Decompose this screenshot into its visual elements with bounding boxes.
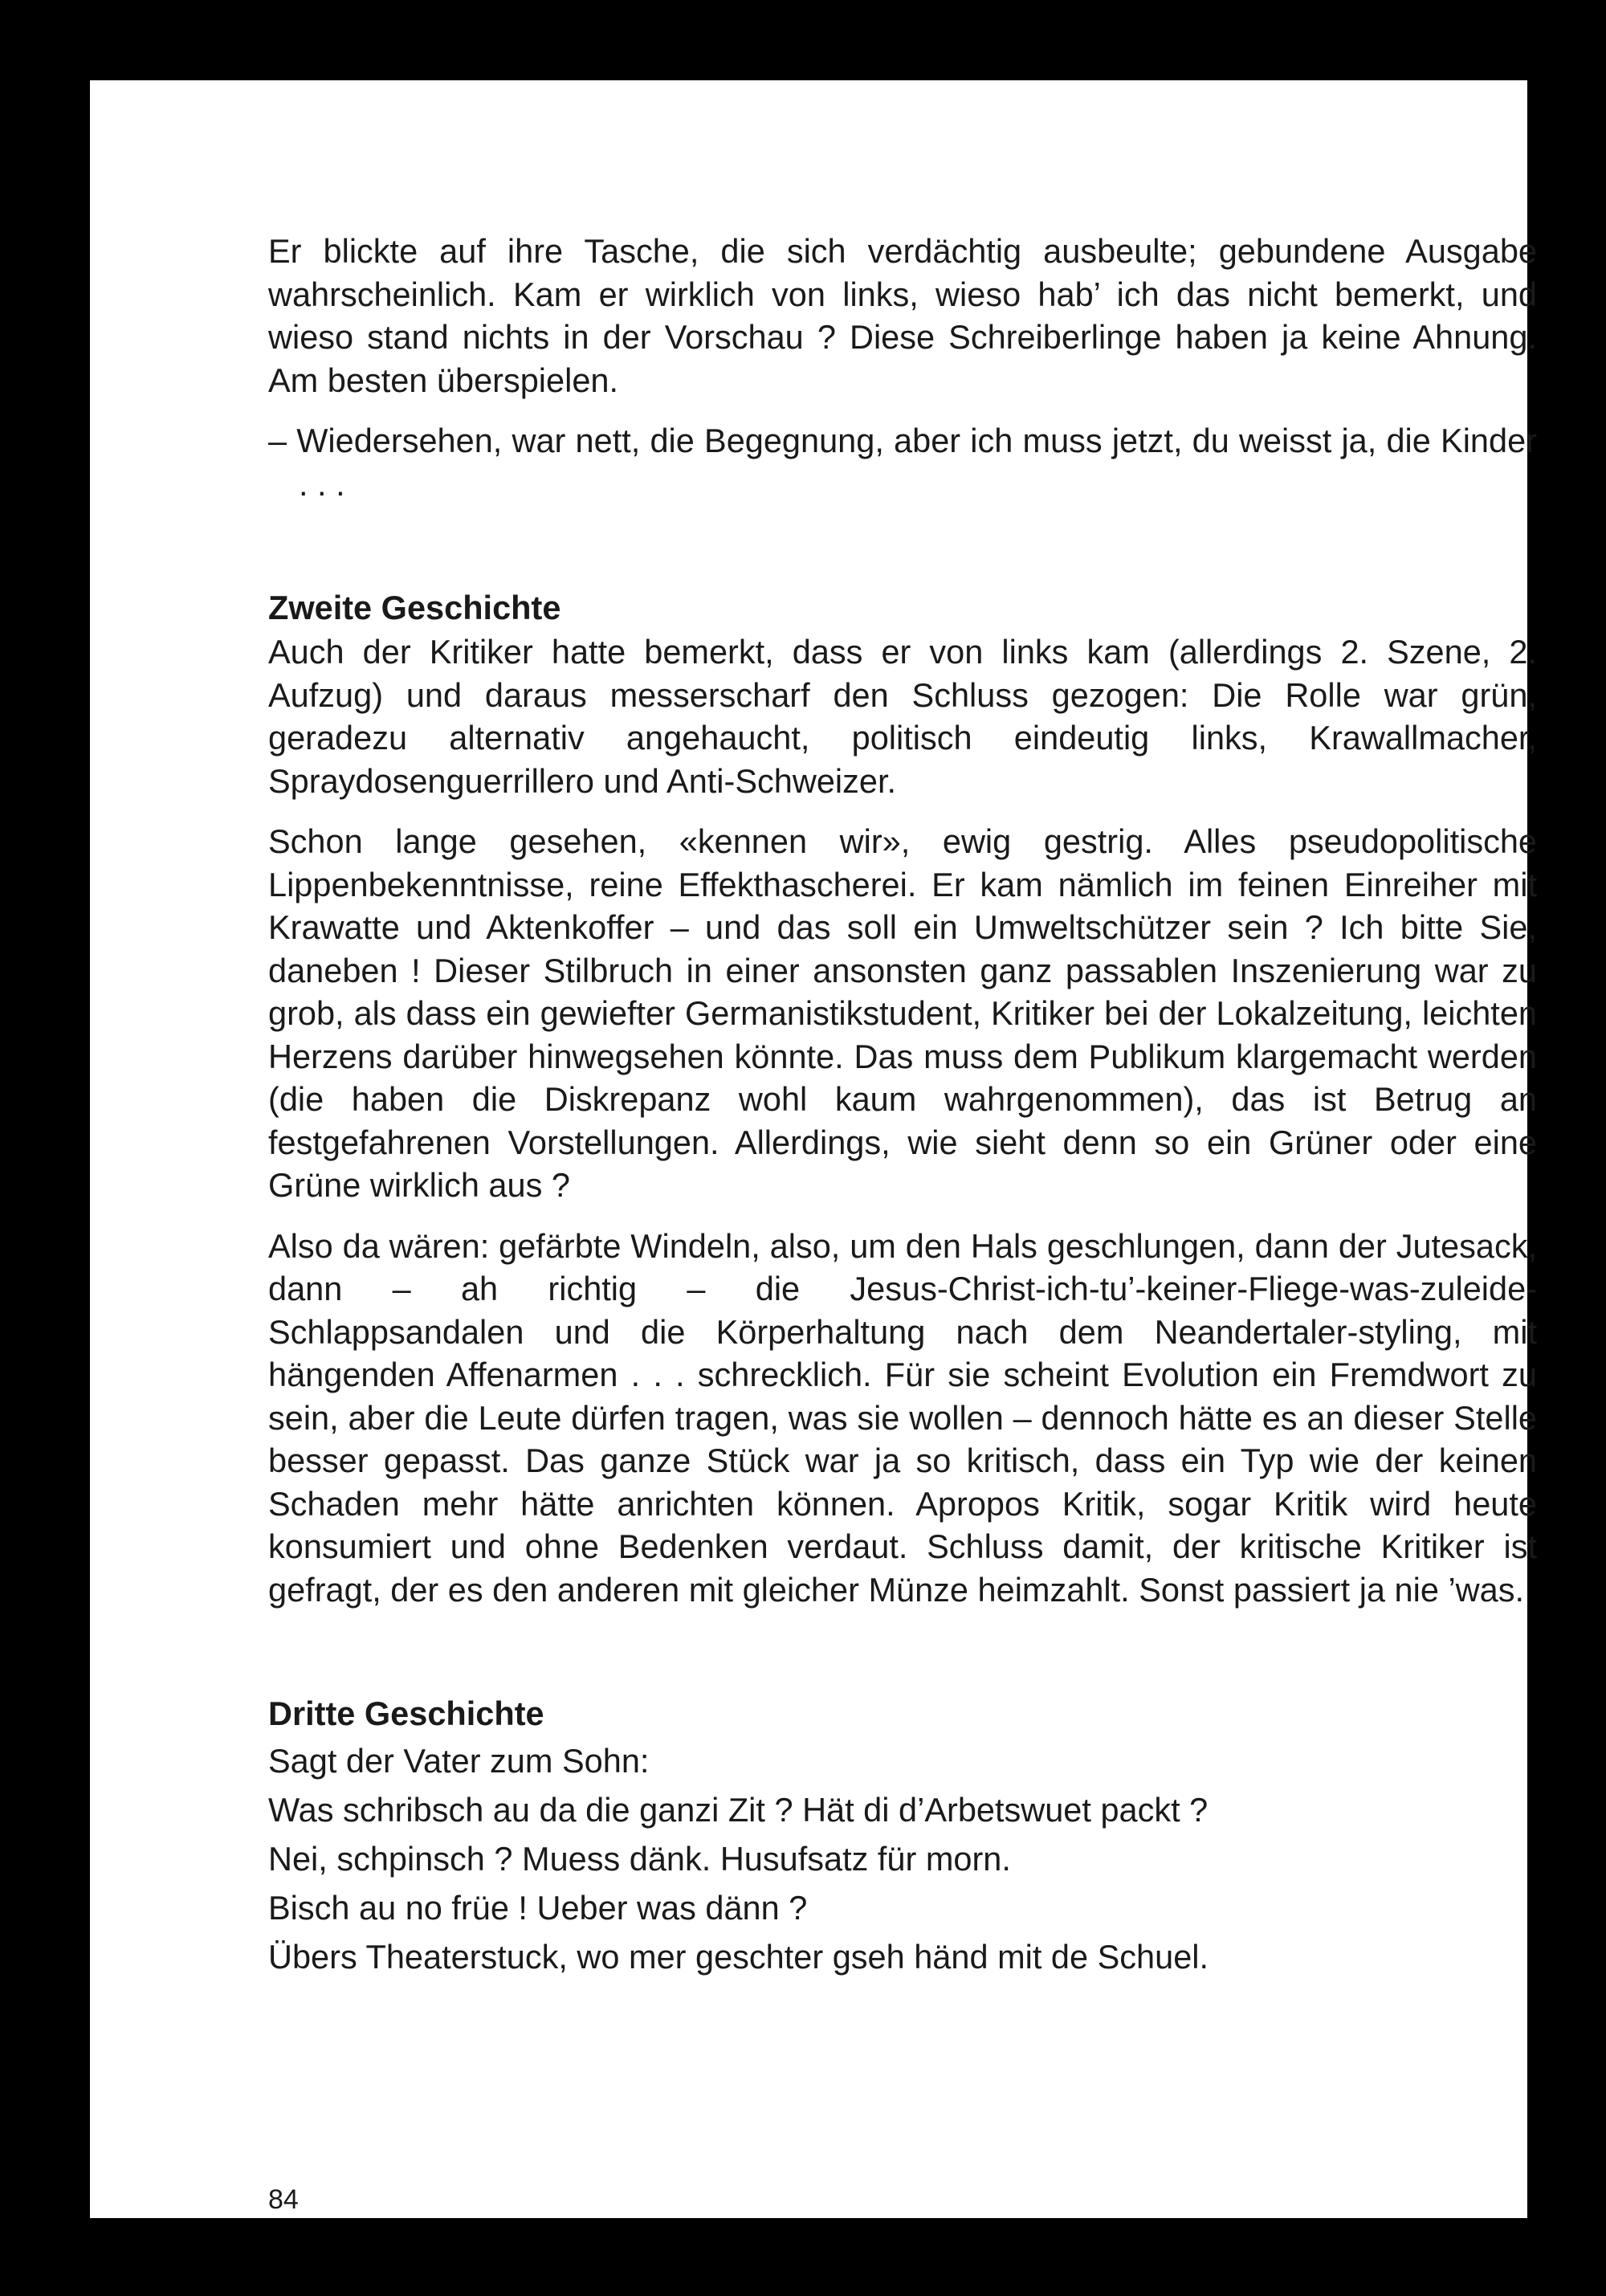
section-heading-zweite-geschichte: Zweite Geschichte [268,589,561,626]
dialog-line: Was schribsch au da die ganzi Zit ? Hät di d’Arbetswuet packt ? [268,1791,1209,1829]
dialog-line: Übers Theaterstuck, wo mer geschter gseh händ mit de Schuel. [268,1938,1209,1976]
dialog-line: Bisch au no früe ! Ueber was dänn ? [268,1889,808,1927]
story2-paragraph-1: Auch der Kritiker hatte bemerkt, dass er von links kam (allerdings 2. Szene, 2. Aufzug) und daraus messerscharf den Schluss gezogen: Die Rolle war grün, geradezu alternativ angehaucht, politisch eindeutig links, Krawallmacher, Spraydosenguerrillero und Anti-Schweizer. [268,633,1537,800]
intro-dash-line: – Wiedersehen, war nett, die Begegnung, aber ich muss jetzt, du weisst ja, die Kinder . . . [268,422,1537,503]
section-heading-dritte-geschichte: Dritte Geschichte [268,1694,544,1732]
book-page [90,80,1537,2218]
intro-paragraph: Er blickte auf ihre Tasche, die sich verdächtig ausbeulte; gebundene Ausgabe wahrscheinlich. Kam er wirklich von links, wieso hab’ ich das nicht bemerkt, und wieso stand nichts in der Vorschau ? Diese Schreiberlinge haben ja keine Ahnung. Am besten überspielen. [268,232,1537,399]
page-number: 84 [268,2184,299,2215]
story2-paragraph-2: Schon lange gesehen, «kennen wir», ewig gestrig. Alles pseudopolitische Lippenbekenntnisse, reine Effekthascherei. Er kam nämlich im feinen Einreiher mit Krawatte und Aktenkoffer – und das soll ein Umweltschützer sein ? Ich bitte Sie, daneben ! Dieser Stilbruch in einer ansonsten ganz passablen Inszenierung war zu grob, als dass ein gewiefter Germanistikstudent, Kritiker bei der Lokalzeitung, leichten Herzens darüber hinwegsehen könnte. Das muss dem Publikum klargemacht werden (die haben die Diskrepanz wohl kaum wahrgenommen), das ist Betrug an festgefahrenen Vorstellungen. Allerdings, wie sieht denn so ein Grüner oder eine Grüne wirklich aus ? [268,822,1537,1204]
dialog-line: Sagt der Vater zum Sohn: [268,1742,650,1780]
story2-paragraph-3: Also da wären: gefärbte Windeln, also, um den Hals geschlungen, dann der Jutesack, dann – ah richtig – die Jesus-Christ-ich-tu’-keiner-Fliege-was-zuleide-Schlappsandalen und die Körperhaltung nach dem Neandertaler-styling, mit hängenden Affenarmen . . . schrecklich. Für sie scheint Evolution ein Fremdwort zu sein, aber die Leute dürfen tragen, was sie wollen – dennoch hätte es an dieser Stelle besser gepasst. Das ganze Stück war ja so kritisch, dass ein Typ wie der keinen Schaden mehr hätte anrichten können. Apropos Kritik, sogar Kritik wird heute konsumiert und ohne Bedenken verdaut. Schluss damit, der kritische Kritiker ist gefragt, der es den anderen mit gleicher Münze heimzahlt. Sonst passiert ja nie ’was. [268,1226,1537,1609]
page-content [268,230,1537,1981]
dialog-line: Nei, schpinsch ? Muess dänk. Husufsatz für morn. [268,1840,1011,1878]
